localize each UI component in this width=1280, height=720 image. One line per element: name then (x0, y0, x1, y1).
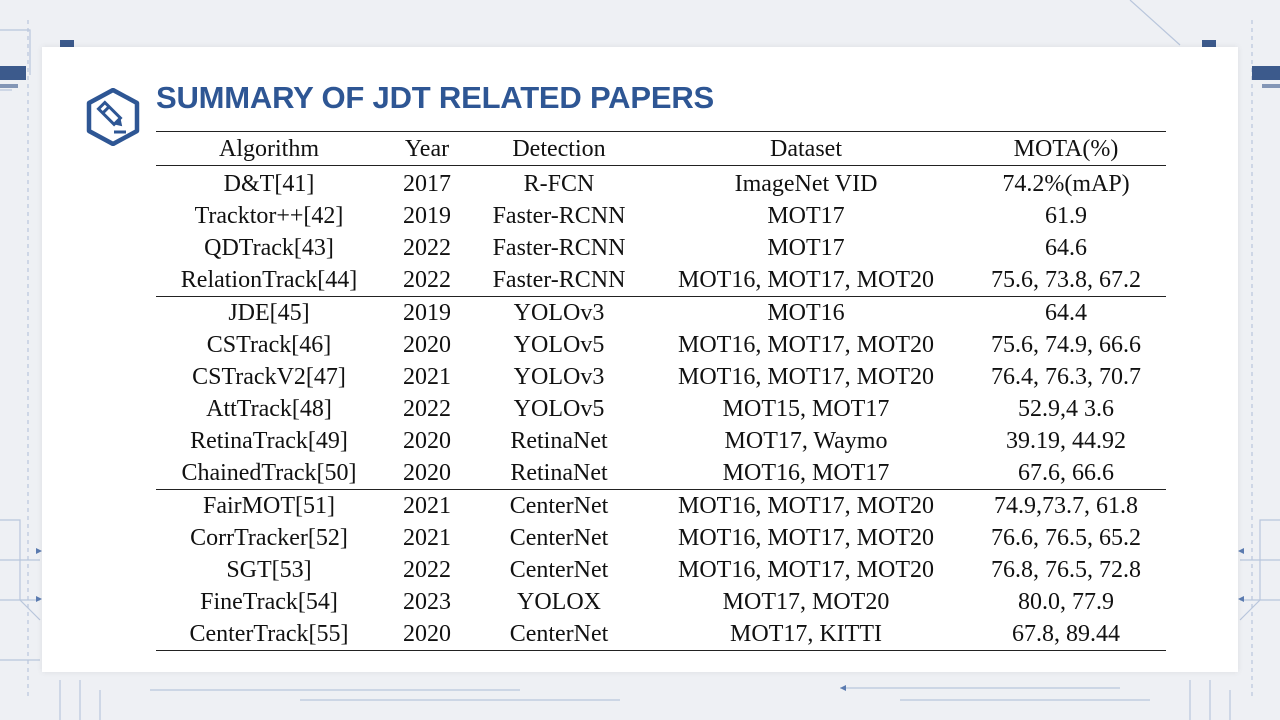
table-group (156, 297, 1166, 490)
cell-mota: 67.6, 66.6 (1018, 460, 1114, 486)
cell-mota: 75.6, 74.9, 66.6 (991, 332, 1141, 358)
cell-dataset: MOT16, MOT17 (722, 460, 890, 486)
papers-table (156, 131, 1166, 651)
cell-year: 2021 (403, 525, 451, 551)
cell-mota: 75.6, 73.8, 67.2 (991, 267, 1141, 293)
cell-detection: CenterNet (509, 621, 609, 647)
cell-algorithm: FineTrack[54] (200, 589, 338, 615)
cell-dataset: MOT16, MOT17, MOT20 (678, 332, 934, 358)
cell-year: 2019 (403, 203, 451, 229)
cell-algorithm: RetinaTrack[49] (190, 428, 348, 454)
cell-dataset: MOT16, MOT17, MOT20 (678, 364, 934, 390)
cell-mota: 39.19, 44.92 (1006, 428, 1126, 454)
cell-algorithm: JDE[45] (228, 300, 310, 326)
table-group (156, 490, 1166, 651)
cell-dataset: MOT16, MOT17, MOT20 (678, 267, 934, 293)
cell-dataset: MOT16, MOT17, MOT20 (678, 493, 934, 519)
header-detection: Detection (512, 135, 606, 162)
table-row (156, 329, 1166, 361)
table-row (156, 297, 1166, 330)
cell-detection: Faster-RCNN (492, 267, 626, 293)
cell-algorithm: FairMOT[51] (203, 493, 335, 519)
cell-detection: R-FCN (523, 171, 595, 197)
cell-detection: CenterNet (509, 525, 609, 551)
cell-detection: YOLOv3 (513, 364, 605, 390)
cell-algorithm: Tracktor++[42] (194, 203, 344, 229)
cell-year: 2021 (403, 493, 451, 519)
cell-algorithm: SGT[53] (226, 557, 312, 583)
cell-detection: Faster-RCNN (492, 203, 626, 229)
cell-year: 2017 (403, 171, 451, 197)
cell-dataset: MOT17, MOT20 (722, 589, 890, 615)
cell-mota: 74.2%(mAP) (1002, 171, 1130, 197)
cell-dataset: MOT16, MOT17, MOT20 (678, 525, 934, 551)
cell-algorithm: AttTrack[48] (206, 396, 332, 422)
table-row (156, 586, 1166, 618)
cell-dataset: MOT17, Waymo (724, 428, 888, 454)
cell-mota: 76.6, 76.5, 65.2 (991, 525, 1141, 551)
cell-year: 2023 (403, 589, 451, 615)
cell-algorithm: CenterTrack[55] (189, 621, 349, 647)
cell-detection: CenterNet (509, 557, 609, 583)
cell-detection: YOLOv3 (513, 300, 605, 326)
table-row (156, 425, 1166, 457)
cell-dataset: MOT17, KITTI (730, 621, 882, 647)
cell-year: 2021 (403, 364, 451, 390)
header-algorithm: Algorithm (219, 135, 319, 162)
cell-algorithm: QDTrack[43] (204, 235, 334, 261)
table-row (156, 554, 1166, 586)
cell-year: 2022 (403, 396, 451, 422)
table-row (156, 232, 1166, 264)
cell-year: 2020 (403, 428, 451, 454)
cell-algorithm: CSTrackV2[47] (192, 364, 346, 390)
table-row (156, 264, 1166, 297)
cell-year: 2022 (403, 235, 451, 261)
cell-mota: 64.4 (1045, 300, 1087, 326)
cell-mota: 52.9,4 3.6 (1018, 396, 1114, 422)
table-row (156, 200, 1166, 232)
cell-year: 2019 (403, 300, 451, 326)
table-row (156, 522, 1166, 554)
cell-year: 2022 (403, 267, 451, 293)
table-header (156, 132, 1166, 166)
header-row (156, 132, 1166, 166)
cell-algorithm: CSTrack[46] (206, 332, 332, 358)
table-row (156, 393, 1166, 425)
cell-detection: Faster-RCNN (492, 235, 626, 261)
cell-dataset: ImageNet VID (734, 171, 878, 197)
cell-detection: YOLOX (517, 589, 601, 615)
cell-mota: 67.8, 89.44 (1012, 621, 1120, 647)
cell-detection: YOLOv5 (513, 332, 605, 358)
cell-dataset: MOT16, MOT17, MOT20 (678, 557, 934, 583)
pencil-edit-icon (86, 88, 140, 146)
header-year: Year (404, 135, 450, 162)
cell-dataset: MOT16 (767, 300, 845, 326)
cell-algorithm: RelationTrack[44] (180, 267, 358, 293)
cell-dataset: MOT17 (767, 235, 845, 261)
page-title: SUMMARY OF JDT RELATED PAPERS (156, 80, 714, 115)
header-mota: MOTA(%) (1013, 135, 1119, 162)
cell-year: 2020 (403, 621, 451, 647)
cell-algorithm: D&T[41] (223, 171, 315, 197)
cell-year: 2020 (403, 460, 451, 486)
cell-dataset: MOT17 (767, 203, 845, 229)
cell-algorithm: ChainedTrack[50] (181, 460, 357, 486)
cell-year: 2020 (403, 332, 451, 358)
cell-mota: 76.8, 76.5, 72.8 (991, 557, 1141, 583)
cell-year: 2022 (403, 557, 451, 583)
cell-detection: RetinaNet (510, 428, 608, 454)
cell-mota: 74.9,73.7, 61.8 (994, 493, 1138, 519)
table-row (156, 618, 1166, 651)
cell-mota: 64.6 (1045, 235, 1087, 261)
cell-detection: CenterNet (509, 493, 609, 519)
table-row (156, 361, 1166, 393)
cell-dataset: MOT15, MOT17 (722, 396, 890, 422)
cell-mota: 80.0, 77.9 (1018, 589, 1114, 615)
header-dataset: Dataset (770, 135, 842, 162)
cell-mota: 61.9 (1045, 203, 1087, 229)
table-row (156, 457, 1166, 490)
cell-mota: 76.4, 76.3, 70.7 (991, 364, 1141, 390)
table-group (156, 166, 1166, 297)
cell-algorithm: CorrTracker[52] (190, 525, 348, 551)
cell-detection: YOLOv5 (513, 396, 605, 422)
table-row (156, 490, 1166, 523)
table-row (156, 166, 1166, 201)
cell-detection: RetinaNet (510, 460, 608, 486)
